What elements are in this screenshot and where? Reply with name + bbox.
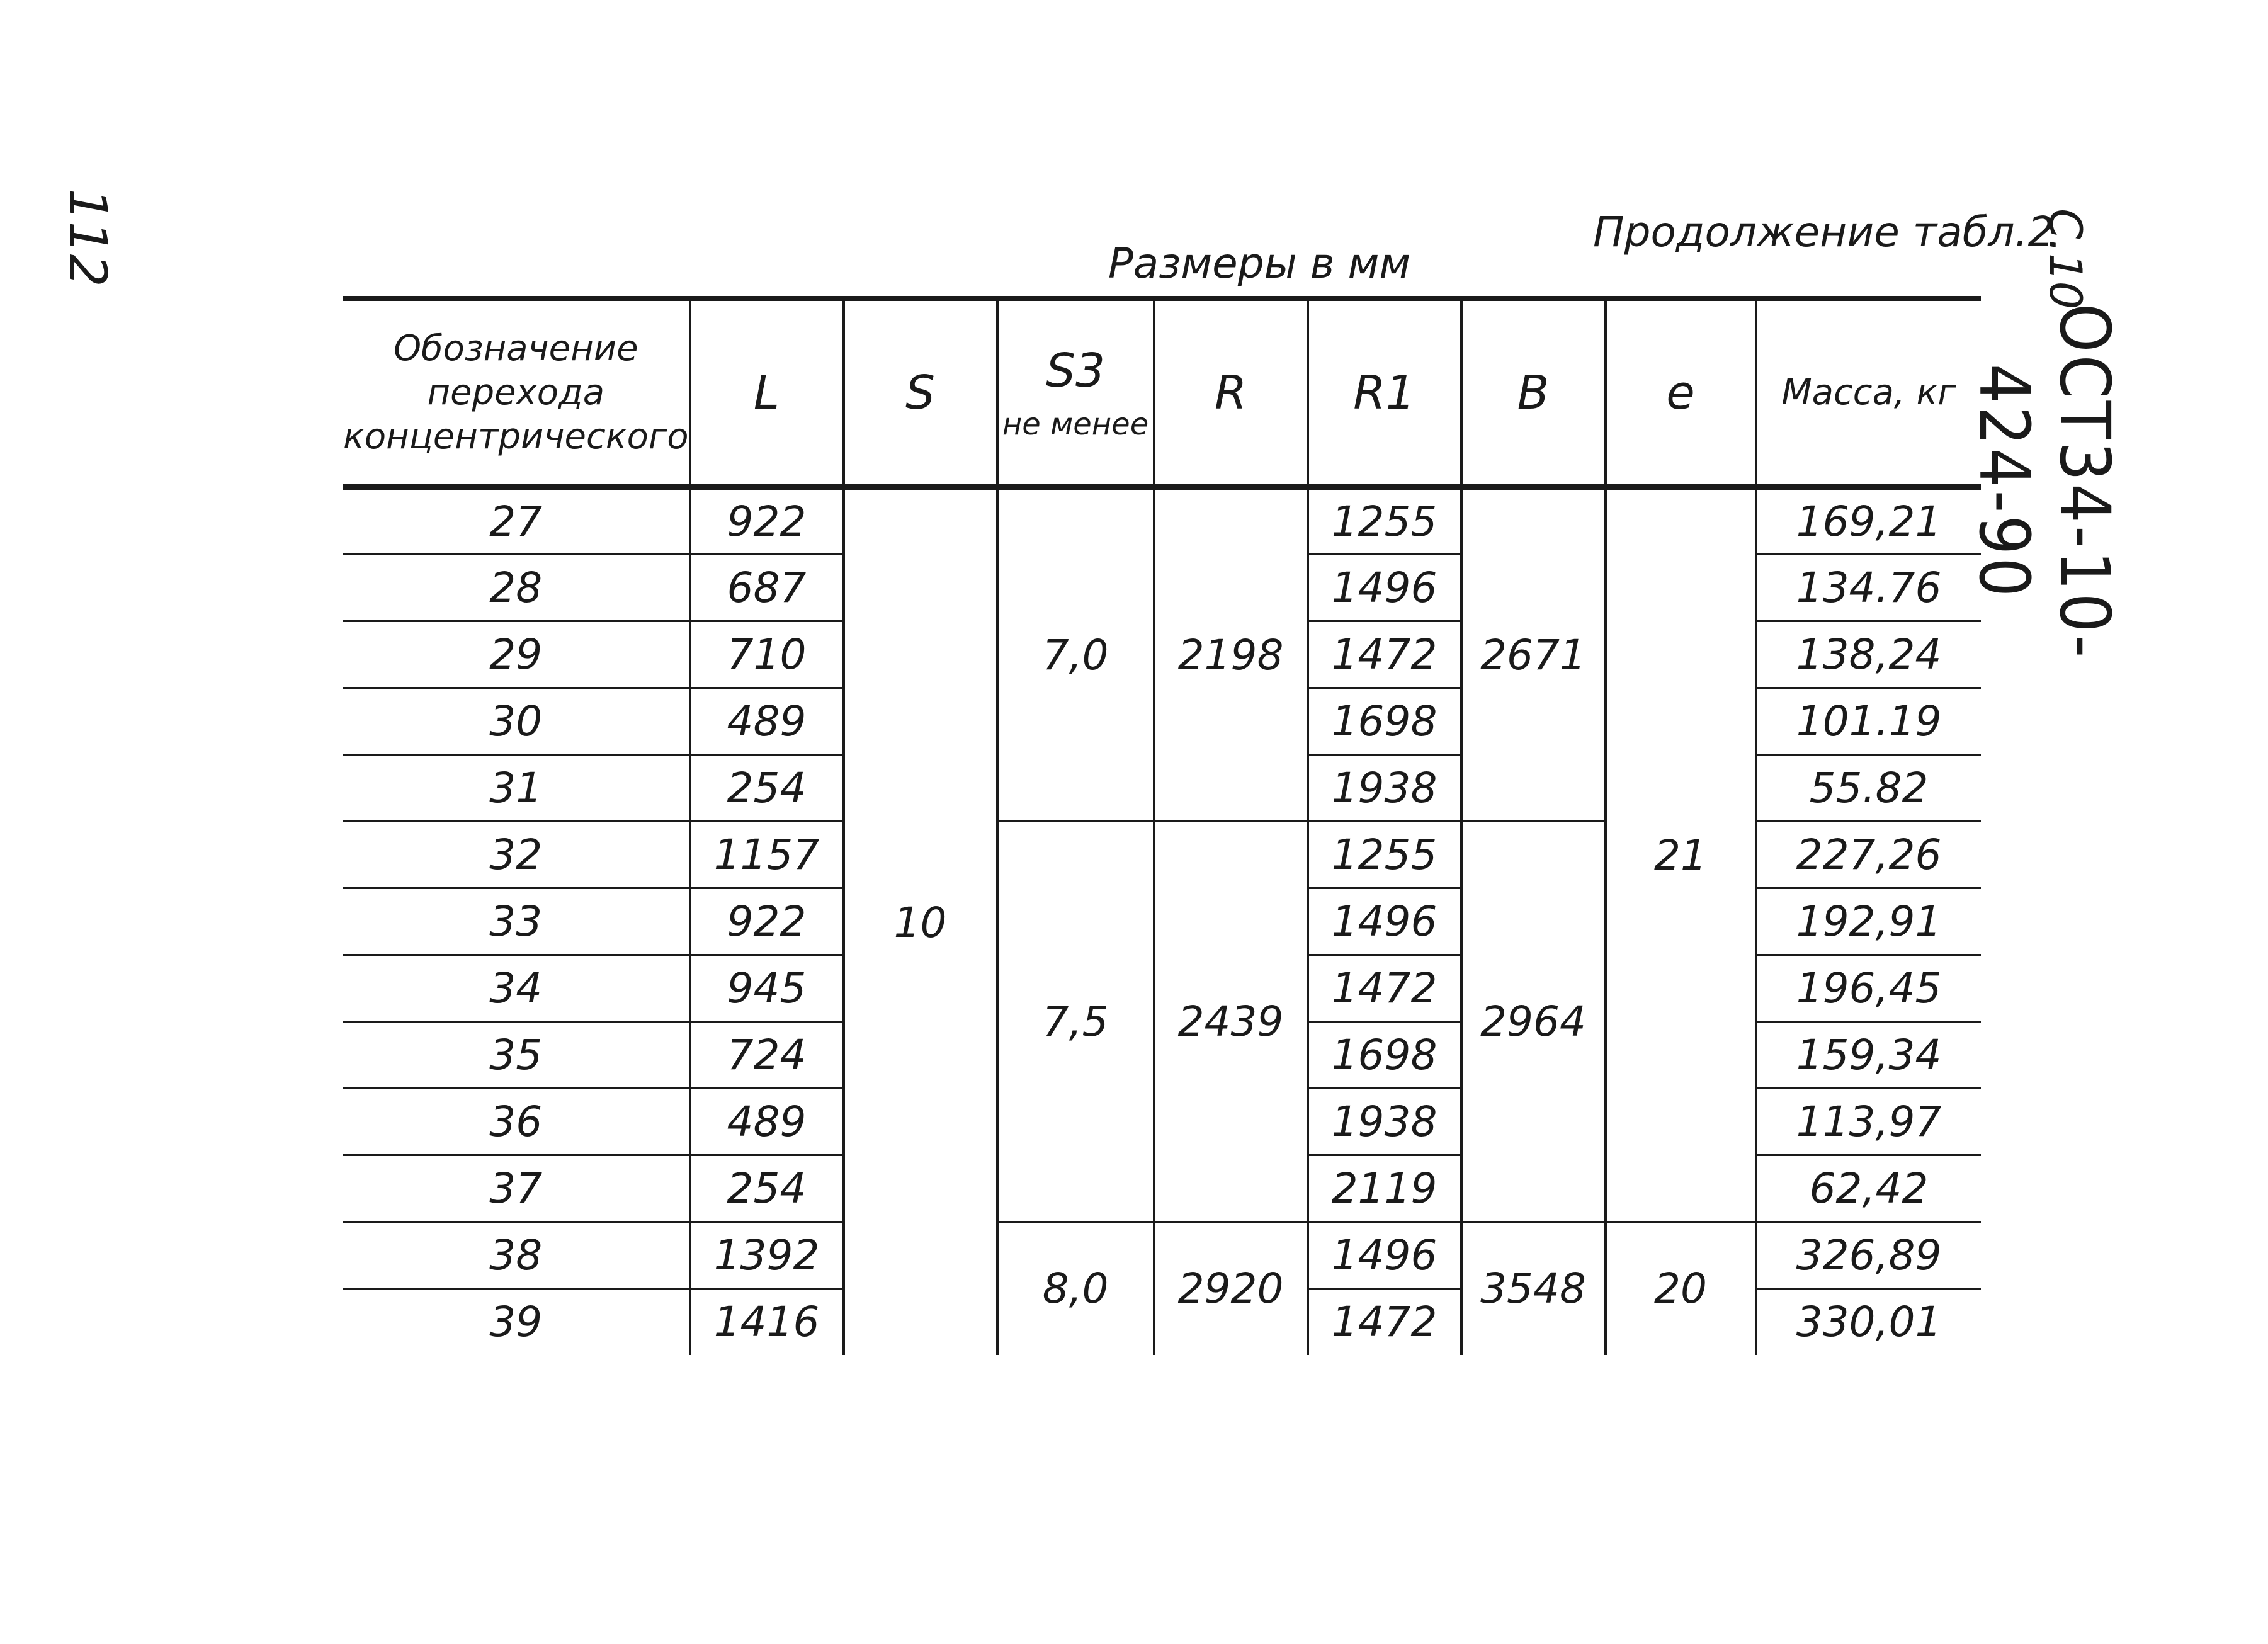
cell-L: 922 (690, 888, 844, 955)
cell-R-group2: 2439 (1154, 821, 1308, 1222)
cell-R1: 1496 (1308, 554, 1461, 621)
cell-S3-group2: 7,5 (997, 821, 1154, 1222)
cell-S3-group1: 7,0 (997, 487, 1154, 821)
cell-designation: 28 (343, 554, 690, 621)
header-S3 (997, 298, 1154, 487)
cell-L: 724 (690, 1021, 844, 1088)
header-L: L (690, 298, 844, 487)
header-S3-note: не менее (1002, 406, 1149, 442)
cell-L: 1157 (690, 821, 844, 888)
cell-L: 254 (690, 1155, 844, 1222)
cell-mass: 326,89 (1756, 1222, 1981, 1288)
cell-R1: 1938 (1308, 1088, 1461, 1155)
units-caption: Размеры в мм (1108, 239, 1411, 288)
dimensions-table (343, 296, 1981, 1355)
cell-designation: 33 (343, 888, 690, 955)
cell-mass: 62,42 (1756, 1155, 1981, 1222)
cell-mass: 227,26 (1756, 821, 1981, 888)
cell-R1: 1698 (1308, 688, 1461, 754)
cell-R1: 1255 (1308, 487, 1461, 554)
cell-R-group1: 2198 (1154, 487, 1308, 821)
cell-R1: 1698 (1308, 1021, 1461, 1088)
header-S3-symbol: S3 (1046, 343, 1106, 398)
cell-R1: 1472 (1308, 1288, 1461, 1355)
cell-L: 710 (690, 621, 844, 688)
page-side-code: С.10 (2039, 208, 2091, 310)
table-continuation-label: Продолжение табл.2 (1593, 208, 2055, 256)
cell-B-group1: 2671 (1461, 487, 1606, 821)
header-mass: Масса, кг (1756, 298, 1981, 487)
cell-R1: 1255 (1308, 821, 1461, 888)
cell-designation: 29 (343, 621, 690, 688)
cell-L: 489 (690, 688, 844, 754)
cell-designation: 27 (343, 487, 690, 554)
header-S: S (844, 298, 997, 487)
header-R1: R1 (1308, 298, 1461, 487)
cell-R1: 1496 (1308, 888, 1461, 955)
table-row (343, 487, 1981, 554)
header-designation: Обозначение перехода концентрического (343, 298, 690, 487)
cell-L: 489 (690, 1088, 844, 1155)
cell-B-group3: 3548 (1461, 1222, 1606, 1355)
cell-designation: 36 (343, 1088, 690, 1155)
cell-S3-group3: 8,0 (997, 1222, 1154, 1355)
cell-R1: 1472 (1308, 955, 1461, 1021)
cell-mass: 134.76 (1756, 554, 1981, 621)
header-B: B (1461, 298, 1606, 487)
cell-mass: 330,01 (1756, 1288, 1981, 1355)
cell-designation: 31 (343, 754, 690, 821)
cell-mass: 196,45 (1756, 955, 1981, 1021)
cell-L: 1392 (690, 1222, 844, 1288)
cell-designation: 34 (343, 955, 690, 1021)
cell-L: 945 (690, 955, 844, 1021)
cell-L: 254 (690, 754, 844, 821)
cell-designation: 39 (489, 1298, 543, 1347)
cell-designation: 32 (343, 821, 690, 888)
cell-R-group3: 2920 (1154, 1222, 1308, 1355)
header-e: e (1606, 298, 1756, 487)
table-row (343, 1222, 1981, 1288)
cell-mass: 192,91 (1756, 888, 1981, 955)
cell-e-group3: 20 (1606, 1222, 1756, 1355)
cell-mass: 113,97 (1756, 1088, 1981, 1155)
cell-L: 687 (690, 554, 844, 621)
cell-R1: 1472 (1308, 621, 1461, 688)
cell-designation: 35 (343, 1021, 690, 1088)
cell-designation: 30 (343, 688, 690, 754)
cell-R1: 2119 (1308, 1155, 1461, 1222)
header-row (343, 298, 1981, 487)
cell-mass: 169,21 (1756, 487, 1981, 554)
cell-R1: 1938 (1308, 754, 1461, 821)
cell-L: 922 (690, 487, 844, 554)
cell-L: 1416 (690, 1288, 844, 1355)
cell-designation: 38 (343, 1222, 690, 1288)
cell-mass: 55.82 (1756, 754, 1981, 821)
cell-R1: 1496 (1308, 1222, 1461, 1288)
cell-mass: 159,34 (1756, 1021, 1981, 1088)
page-number: 112 (57, 188, 117, 287)
cell-mass: 101.19 (1756, 688, 1981, 754)
cell-e-groups-1-2: 21 (1606, 487, 1756, 1222)
header-R: R (1154, 298, 1308, 487)
cell-designation: 37 (343, 1155, 690, 1222)
cell-B-group2: 2964 (1461, 821, 1606, 1222)
document-code: ОСТ34-10-424-90 (1964, 303, 2125, 660)
cell-S-merged: 10 (844, 487, 997, 1355)
cell-mass: 138,24 (1756, 621, 1981, 688)
